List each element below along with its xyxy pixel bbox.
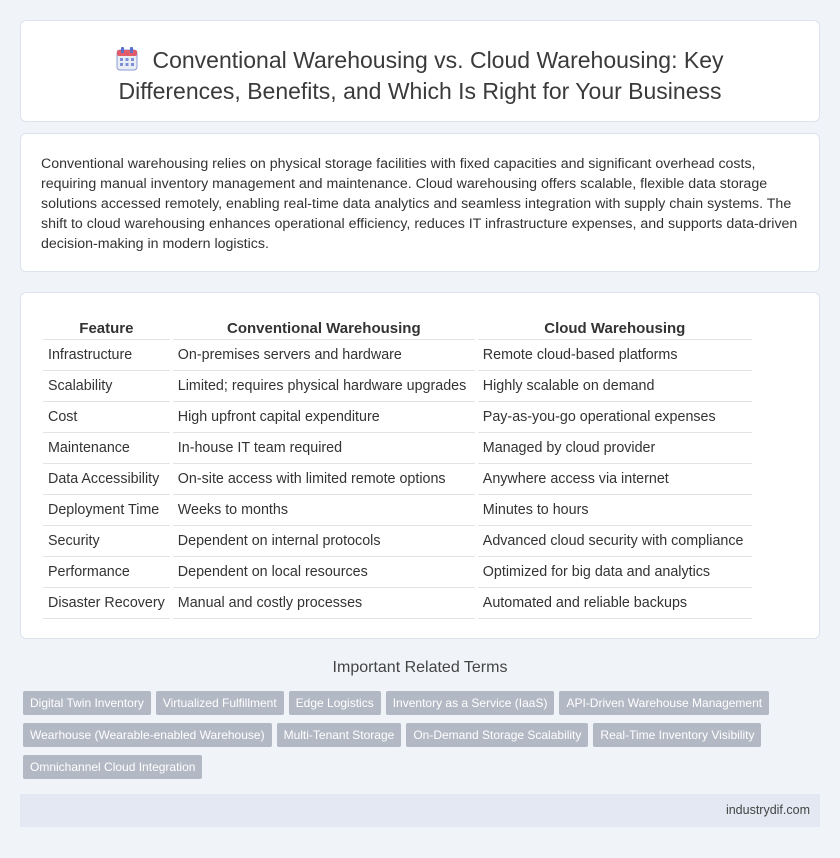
related-term-tag[interactable]: Edge Logistics <box>289 691 381 715</box>
title-line-1: Conventional Warehousing vs. Cloud Warehousing: Key <box>152 47 724 73</box>
header-cloud: Cloud Warehousing <box>476 315 752 340</box>
cell-feature: Disaster Recovery <box>43 588 171 619</box>
cell-conventional: Dependent on internal protocols <box>171 526 476 557</box>
cell-feature: Infrastructure <box>43 340 171 371</box>
header-feature: Feature <box>43 315 171 340</box>
table-row <box>43 402 752 433</box>
table-row <box>43 433 752 464</box>
related-term-tag[interactable]: Wearhouse (Wearable-enabled Warehouse) <box>23 723 272 747</box>
table-row <box>43 588 752 619</box>
cell-cloud: Remote cloud-based platforms <box>476 340 752 371</box>
cell-cloud: Optimized for big data and analytics <box>476 557 752 588</box>
table-row <box>43 526 752 557</box>
cell-conventional: Limited; requires physical hardware upgrades <box>171 371 476 402</box>
footer-site[interactable]: industrydif.com <box>725 803 810 817</box>
cell-cloud: Anywhere access via internet <box>476 464 752 495</box>
calendar-icon <box>116 47 138 77</box>
related-term-tag[interactable]: Virtualized Fulfillment <box>156 691 284 715</box>
footer <box>20 794 820 827</box>
related-term-tag[interactable]: Multi-Tenant Storage <box>277 723 402 747</box>
cell-conventional: Dependent on local resources <box>171 557 476 588</box>
cell-conventional: On-site access with limited remote options <box>171 464 476 495</box>
page-title <box>21 21 819 105</box>
related-terms-list <box>23 691 813 787</box>
header-conventional: Conventional Warehousing <box>171 315 476 340</box>
cell-feature: Data Accessibility <box>43 464 171 495</box>
cell-conventional: Manual and costly processes <box>171 588 476 619</box>
cell-cloud: Managed by cloud provider <box>476 433 752 464</box>
table-body <box>43 340 752 619</box>
table-row <box>43 371 752 402</box>
table-row <box>43 464 752 495</box>
related-term-tag[interactable]: API-Driven Warehouse Management <box>559 691 769 715</box>
cell-cloud: Highly scalable on demand <box>476 371 752 402</box>
cell-cloud: Pay-as-you-go operational expenses <box>476 402 752 433</box>
related-term-tag[interactable]: On-Demand Storage Scalability <box>406 723 588 747</box>
title-card <box>20 20 820 122</box>
cell-cloud: Minutes to hours <box>476 495 752 526</box>
table-header-row <box>43 315 752 340</box>
table-row <box>43 495 752 526</box>
related-term-tag[interactable]: Digital Twin Inventory <box>23 691 151 715</box>
cell-feature: Cost <box>43 402 171 433</box>
cell-feature: Deployment Time <box>43 495 171 526</box>
title-line-2: Differences, Benefits, and Which Is Right for Your Business <box>118 78 722 104</box>
related-term-tag[interactable]: Real-Time Inventory Visibility <box>593 723 761 747</box>
table-row <box>43 557 752 588</box>
related-term-tag[interactable]: Omnichannel Cloud Integration <box>23 755 202 779</box>
cell-cloud: Advanced cloud security with compliance <box>476 526 752 557</box>
cell-conventional: Weeks to months <box>171 495 476 526</box>
cell-conventional: In-house IT team required <box>171 433 476 464</box>
cell-feature: Maintenance <box>43 433 171 464</box>
table-row <box>43 340 752 371</box>
cell-feature: Performance <box>43 557 171 588</box>
related-term-tag[interactable]: Inventory as a Service (IaaS) <box>386 691 555 715</box>
cell-feature: Security <box>43 526 171 557</box>
related-terms-title: Important Related Terms <box>332 659 508 676</box>
comparison-table <box>43 315 752 619</box>
cell-conventional: On-premises servers and hardware <box>171 340 476 371</box>
comparison-card <box>20 292 820 639</box>
cell-conventional: High upfront capital expenditure <box>171 402 476 433</box>
cell-feature: Scalability <box>43 371 171 402</box>
intro-card <box>20 133 820 272</box>
intro-paragraph: Conventional warehousing relies on physical storage facilities with fixed capacities and significant overhead costs, requiring manual inventory management and maintenance. Cloud warehousing offers scalable, flexible data storage solutions accessed remotely, enabling real-time data analytics and seamless integration with supply chain systems. The shift to cloud warehousing enhances operational efficiency, reduces IT infrastructure expenses, and supports data-driven decision-making in modern logistics. <box>41 156 798 252</box>
cell-cloud: Automated and reliable backups <box>476 588 752 619</box>
